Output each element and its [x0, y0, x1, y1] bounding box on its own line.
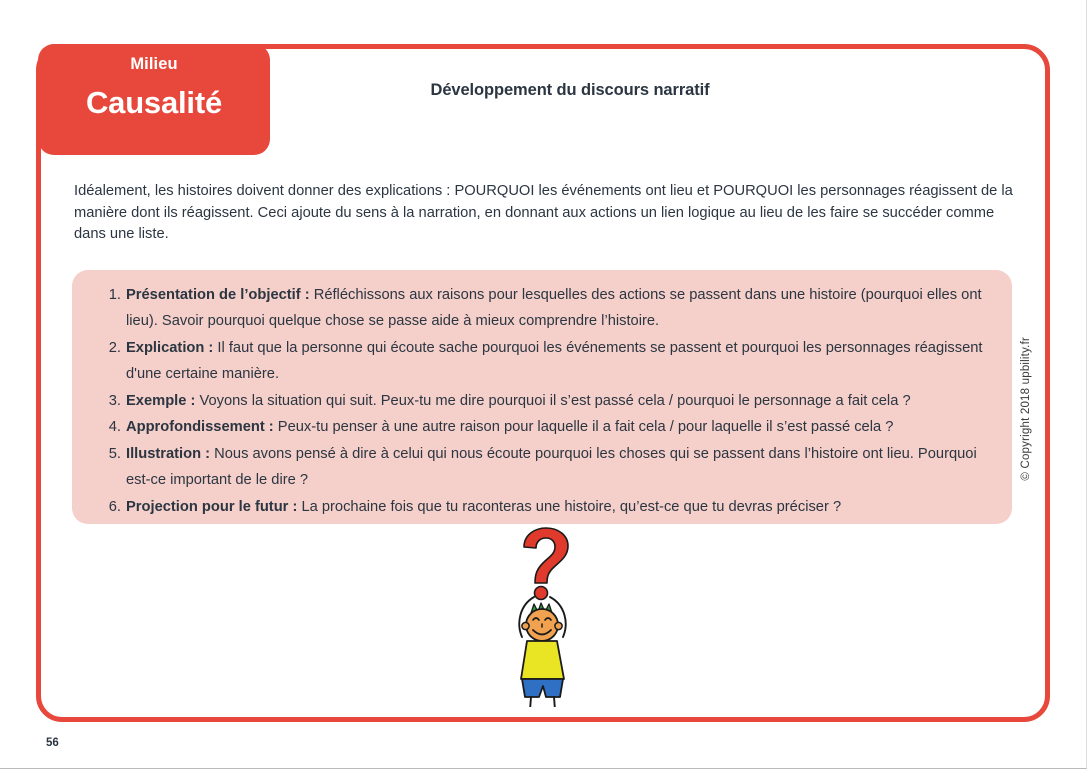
category-kicker: Milieu — [130, 55, 178, 73]
page-title: Développement du discours narratif — [430, 81, 710, 99]
step-label: Projection pour le futur : — [126, 498, 298, 515]
steps-list — [88, 282, 990, 520]
category-tab — [38, 44, 270, 155]
step-label: Exemple : — [126, 392, 196, 409]
step-label: Illustration : — [126, 445, 211, 462]
step-item — [126, 494, 990, 520]
step-item — [126, 282, 990, 334]
step-label: Approfondissement : — [126, 419, 274, 436]
steps-panel — [72, 270, 1012, 524]
page-number: 56 — [46, 737, 59, 749]
step-text: Réfléchissons aux raisons pour lesquelles des actions se passent dans une histoire (pourquoi elles ont lieu). Savoir pourquoi quelque chose se passe aide à mieux comprendre l’histoire. — [126, 287, 982, 330]
step-label: Présentation de l’objectif : — [126, 287, 310, 303]
step-text: Voyons la situation qui suit. Peux-tu me dire pourquoi il s’est passé cela / pourquoi le personnage a fait cela ? — [195, 392, 911, 409]
step-item — [126, 441, 990, 493]
step-text: Peux-tu penser à une autre raison pour laquelle il a fait cela / pour laquelle il s’est passé cela ? — [273, 419, 894, 436]
step-label: Explication : — [126, 339, 214, 356]
step-item — [126, 335, 990, 387]
category-title: Causalité — [85, 85, 223, 121]
step-item — [126, 388, 990, 414]
boy-holding-question-mark-illustration — [480, 527, 610, 707]
copyright-notice: © Copyright 2018 upbility.fr — [1020, 337, 1032, 481]
step-text: La prochaine fois que tu raconteras une histoire, qu’est-ce que tu devras préciser ? — [297, 498, 842, 515]
step-text: Il faut que la personne qui écoute sache pourquoi les événements se passent et pourquoi les personnages réagissent d'une certaine manière. — [126, 339, 983, 382]
intro-paragraph: Idéalement, les histoires doivent donner des explications : POURQUOI les événements ont lieu et POURQUOI les personnages réagissent de la manière dont ils réagissent. Ceci ajoute du sens à la narration, en donnant aux actions un lien logique au lieu de les faire se succéder comme dans une liste. — [74, 183, 1013, 243]
step-text: Nous avons pensé à dire à celui qui nous écoute pourquoi les choses qui se passent dans l’histoire ont lieu. Pourquoi est-ce important de le dire ? — [126, 445, 977, 489]
step-item — [126, 414, 990, 440]
